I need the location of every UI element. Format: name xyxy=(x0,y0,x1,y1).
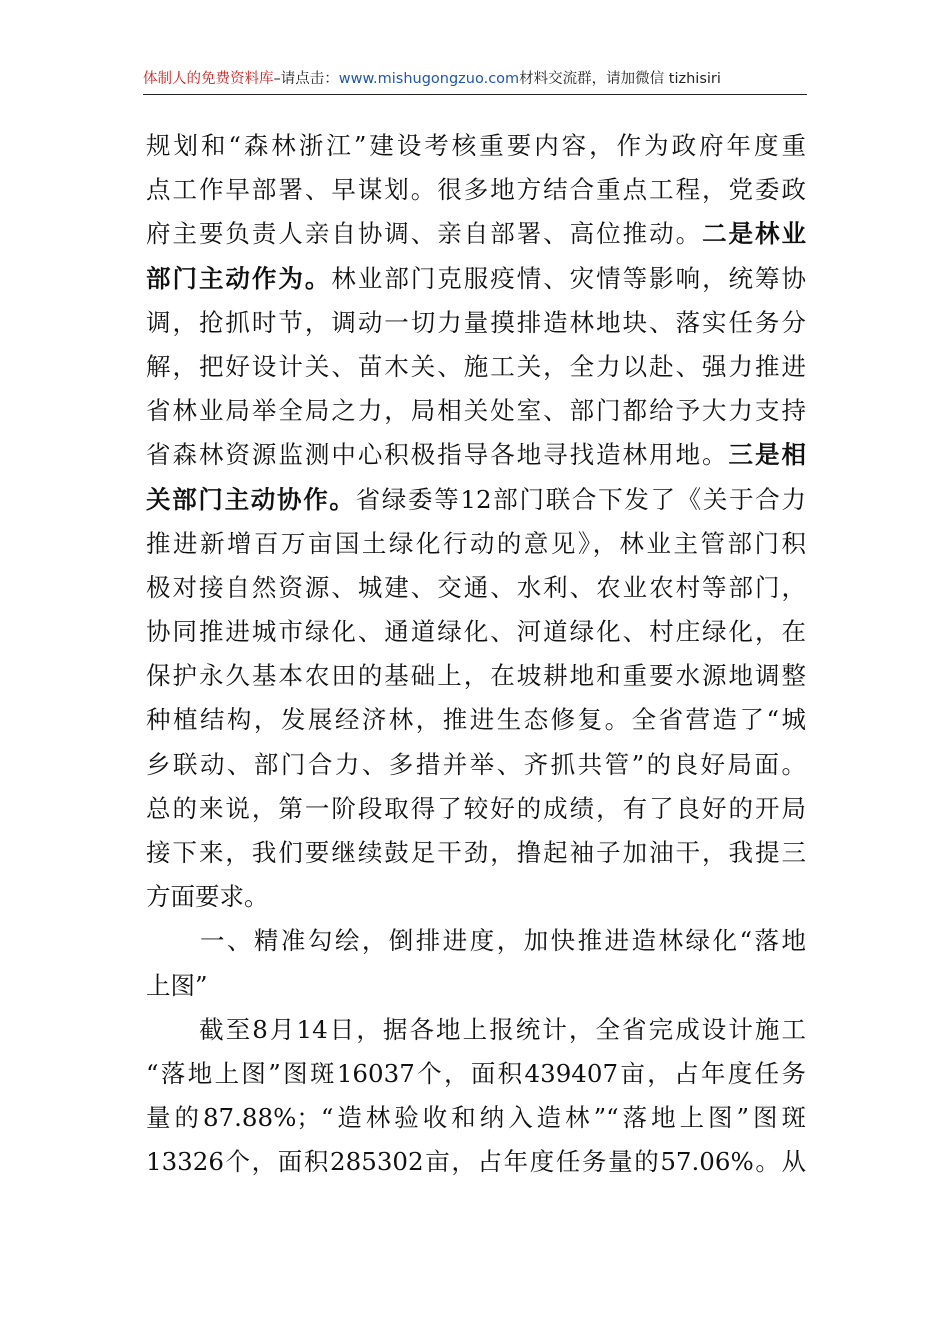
header-contact: 材料交流群，请加微信 tizhisiri xyxy=(519,71,721,87)
header-site-name: 体制人的免费资料库 xyxy=(143,71,274,87)
body-text: 省森林资源监测中心积极指导各地寻找造林用地。 xyxy=(146,440,729,470)
body-line xyxy=(146,212,806,256)
section-heading-cont: 上图” xyxy=(146,970,208,1000)
body-line xyxy=(146,257,806,301)
body-line: “落地上图”图斑16037个，面积439407亩，占年度任务 xyxy=(146,1058,806,1088)
body-text: 府主要负责人亲自协调、亲自部署、高位推动。 xyxy=(146,219,703,249)
body-line: 13326个，面积285302亩，占年度任务量的57.06%。从 xyxy=(146,1147,806,1177)
body-line: 解，把好设计关、苗木关、施工关，全力以赴、强力推进 xyxy=(146,351,806,381)
body-line: 截至8月14日，据各地上报统计，全省完成设计施工 xyxy=(146,1014,806,1044)
body-line: 种植结构，发展经济林，推进生态修复。全省营造了“城 xyxy=(146,705,806,735)
header-click-prompt: –请点击： xyxy=(273,71,339,87)
body-line xyxy=(146,433,806,477)
body-line: 点工作早部署、早谋划。很多地方结合重点工程，党委政 xyxy=(146,175,806,205)
body-line: 调，抢抓时节，调动一切力量摸排造林地块、落实任务分 xyxy=(146,307,806,337)
body-line: 规划和“森林浙江”建设考核重要内容，作为政府年度重 xyxy=(146,131,806,160)
bold-point-three-cont: 关部门主动协作。 xyxy=(146,484,356,514)
body-text: 省绿委等12部门联合下发了《关于合力 xyxy=(355,484,806,514)
body-line: 极对接自然资源、城建、交通、水利、农业农村等部门， xyxy=(146,572,806,602)
body-line: 总的来说，第一阶段取得了较好的成绩，有了良好的开局 xyxy=(146,793,806,823)
body-line: 推进新增百万亩国土绿化行动的意见》，林业主管部门积 xyxy=(146,528,806,558)
body-line: 接下来，我们要继续鼓足干劲，撸起袖子加油干，我提三 xyxy=(146,838,806,867)
body-line: 乡联动、部门合力、多措并举、齐抓共管”的良好局面。 xyxy=(146,749,806,779)
bold-point-three: 三是相 xyxy=(728,440,806,470)
document-body xyxy=(146,124,806,1185)
document-header xyxy=(143,66,807,95)
body-text: 林业部门克服疫情、灾情等影响，统筹协 xyxy=(331,263,806,293)
bold-point-two: 二是林业 xyxy=(702,219,806,249)
body-line: 量的87.88%；“造林验收和纳入造林”“落地上图”图斑 xyxy=(146,1103,806,1133)
bold-point-two-cont: 部门主动作为。 xyxy=(146,263,332,293)
body-line: 方面要求。 xyxy=(146,882,269,912)
body-line: 保护永久基本农田的基础上，在坡耕地和重要水源地调整 xyxy=(146,661,806,691)
body-line xyxy=(146,478,806,522)
section-heading: 一、精准勾绘，倒排进度，加快推进造林绿化“落地 xyxy=(146,926,806,956)
body-line: 省林业局举全局之力，局相关处室、部门都给予大力支持 xyxy=(146,396,806,426)
body-line: 协同推进城市绿化、通道绿化、河道绿化、村庄绿化，在 xyxy=(146,617,806,647)
header-url-link[interactable]: www.mishugongzuo.com xyxy=(338,71,520,87)
